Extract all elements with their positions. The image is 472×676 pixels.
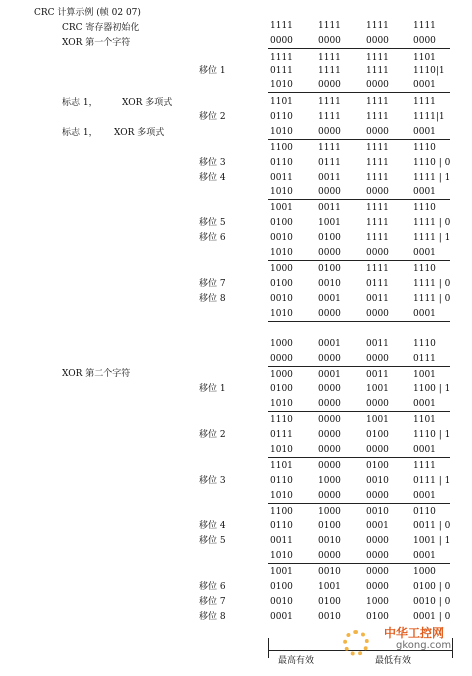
bit-cell: 0110 bbox=[270, 112, 293, 122]
bit-cell: 1111 bbox=[366, 66, 389, 76]
xor-separator-line bbox=[268, 260, 450, 261]
bit-cell: 0000 bbox=[270, 36, 293, 46]
shift-label: 移位 7 bbox=[199, 279, 226, 289]
bit-cell: 1111 bbox=[366, 158, 389, 168]
bit-cell: 1111 bbox=[270, 21, 293, 31]
bit-cell: 0010 bbox=[366, 476, 389, 486]
bit-cell: 0100 bbox=[318, 597, 341, 607]
bit-cell: 0011 bbox=[366, 339, 389, 349]
bit-cell: 0000 bbox=[318, 354, 341, 364]
bit-cell: 1111 bbox=[413, 21, 436, 31]
table-row bbox=[0, 309, 472, 321]
shift-label: 移位 2 bbox=[199, 430, 226, 440]
bit-cell: 1001 bbox=[318, 582, 341, 592]
table-row bbox=[0, 582, 472, 594]
bit-cell: 0111 bbox=[270, 66, 293, 76]
bit-cell: 1111 bbox=[366, 264, 389, 274]
bit-cell: 0000 bbox=[318, 36, 341, 46]
bit-cell: 1110 bbox=[413, 203, 436, 213]
bit-cell: 1010 bbox=[270, 248, 293, 258]
label-xor-first: XOR 第一个字符 bbox=[62, 38, 131, 48]
bit-cell: 1111 | 0 bbox=[413, 218, 451, 228]
bit-cell: 1010 bbox=[270, 187, 293, 197]
table-row bbox=[0, 173, 472, 185]
bit-cell: 1111 bbox=[270, 53, 293, 63]
bit-cell: 1110 bbox=[413, 143, 436, 153]
bit-cell: 0100 bbox=[366, 430, 389, 440]
bit-cell: 0001 bbox=[318, 370, 341, 380]
bit-cell: 1111|1 bbox=[413, 112, 445, 122]
bit-cell: 1010 bbox=[270, 127, 293, 137]
table-row bbox=[0, 597, 472, 609]
bit-cell: 1111 bbox=[366, 143, 389, 153]
bit-cell: 0011 bbox=[318, 203, 341, 213]
bit-cell: 1000 bbox=[366, 597, 389, 607]
bit-cell: 0100 bbox=[366, 461, 389, 471]
bit-cell: 0100 bbox=[270, 279, 293, 289]
bit-cell: 0110 bbox=[413, 507, 436, 517]
bit-cell: 1000 bbox=[270, 264, 293, 274]
bit-cell: 0111 bbox=[366, 279, 389, 289]
bit-cell: 1001 bbox=[366, 415, 389, 425]
bit-cell: 1111 bbox=[366, 173, 389, 183]
bit-cell: 0001 bbox=[270, 612, 293, 622]
bit-cell: 0000 bbox=[318, 80, 341, 90]
bit-cell: 0001 bbox=[413, 80, 436, 90]
bit-cell: 0010 bbox=[318, 279, 341, 289]
bit-cell: 0001 bbox=[413, 491, 436, 501]
xor-separator-line bbox=[268, 563, 450, 564]
table-row bbox=[0, 491, 472, 503]
bit-cell: 1001 bbox=[413, 370, 436, 380]
footer-left-tick bbox=[268, 638, 269, 658]
table-row bbox=[0, 264, 472, 276]
bit-cell: 1001 bbox=[318, 218, 341, 228]
table-row bbox=[0, 521, 472, 533]
bit-cell: 1001 bbox=[270, 203, 293, 213]
shift-label: 移位 8 bbox=[199, 612, 226, 622]
bit-cell: 0000 bbox=[366, 445, 389, 455]
bit-cell: 0000 bbox=[318, 187, 341, 197]
bit-cell: 0010 bbox=[366, 507, 389, 517]
bit-cell: 1010 bbox=[270, 445, 293, 455]
bit-cell: 0000 bbox=[318, 248, 341, 258]
bit-cell: 0111 bbox=[413, 354, 436, 364]
table-row bbox=[0, 370, 472, 382]
table-row bbox=[0, 476, 472, 488]
bit-cell: 1010 bbox=[270, 80, 293, 90]
bit-cell: 0001 bbox=[366, 521, 389, 531]
shift-label: 移位 1 bbox=[199, 384, 226, 394]
xor-separator-line bbox=[268, 457, 450, 458]
bit-cell: 0000 bbox=[366, 127, 389, 137]
table-row bbox=[0, 384, 472, 396]
bit-cell: 1101 bbox=[413, 53, 436, 63]
label-flag-1a: 标志 1， bbox=[62, 98, 98, 108]
bit-cell: 0011 bbox=[270, 536, 293, 546]
table-row bbox=[0, 187, 472, 199]
shift-label: 移位 5 bbox=[199, 536, 226, 546]
bit-cell: 1111 | 1 bbox=[413, 173, 451, 183]
bit-cell: 1010 bbox=[270, 551, 293, 561]
bit-cell: 0011 bbox=[270, 173, 293, 183]
shift-label: 移位 3 bbox=[199, 158, 226, 168]
bit-cell: 0000 bbox=[318, 430, 341, 440]
table-row bbox=[0, 158, 472, 170]
bit-cell: 0001 bbox=[413, 551, 436, 561]
watermark-brand: 中华工控网 bbox=[384, 626, 445, 640]
bit-cell: 0010 bbox=[318, 536, 341, 546]
bit-cell: 1101 bbox=[270, 461, 293, 471]
bit-cell: 1010 bbox=[270, 309, 293, 319]
bit-cell: 0000 bbox=[318, 551, 341, 561]
table-row bbox=[0, 143, 472, 155]
bit-cell: 1001 bbox=[366, 384, 389, 394]
label-init: CRC 寄存器初始化 bbox=[62, 23, 140, 33]
table-row bbox=[0, 80, 472, 92]
table-row bbox=[0, 203, 472, 215]
table-row bbox=[0, 399, 472, 411]
bit-cell: 0000 bbox=[366, 536, 389, 546]
shift-label: 移位 2 bbox=[199, 112, 226, 122]
bit-cell: 0001 bbox=[413, 248, 436, 258]
bit-cell: 1111 bbox=[366, 21, 389, 31]
bit-cell: 0011 bbox=[318, 173, 341, 183]
gear-logo-icon bbox=[343, 630, 369, 656]
bit-cell: 0000 bbox=[318, 461, 341, 471]
table-row bbox=[0, 218, 472, 230]
shift-label: 移位 4 bbox=[199, 173, 226, 183]
bit-cell: 1111 bbox=[318, 66, 341, 76]
bit-cell: 1111 bbox=[366, 218, 389, 228]
xor-separator-line bbox=[268, 139, 450, 140]
shift-label: 移位 4 bbox=[199, 521, 226, 531]
label-xor-second: XOR 第二个字符 bbox=[62, 369, 131, 379]
table-row bbox=[0, 279, 472, 291]
bit-cell: 1111 | 0 bbox=[413, 294, 451, 304]
bit-cell: 0001 bbox=[413, 127, 436, 137]
bit-cell: 0010 | 0 bbox=[413, 597, 451, 607]
bit-cell: 1000 bbox=[318, 507, 341, 517]
shift-label: 移位 8 bbox=[199, 294, 226, 304]
bit-cell: 1111 bbox=[318, 21, 341, 31]
footer-lsb-label: 最低有效 bbox=[375, 656, 412, 666]
bit-cell: 0000 bbox=[366, 491, 389, 501]
bit-cell: 1110 | 0 bbox=[413, 158, 451, 168]
bit-cell: 0100 bbox=[270, 384, 293, 394]
shift-label: 移位 6 bbox=[199, 233, 226, 243]
table-row bbox=[0, 339, 472, 351]
bit-cell: 1110 bbox=[270, 415, 293, 425]
bit-cell: 1000 bbox=[270, 370, 293, 380]
xor-separator-line bbox=[268, 48, 450, 49]
bit-cell: 0001 bbox=[413, 187, 436, 197]
bit-cell: 0001 bbox=[413, 445, 436, 455]
bit-cell: 0100 bbox=[318, 264, 341, 274]
bit-cell: 0010 bbox=[318, 567, 341, 577]
bit-cell: 0000 bbox=[318, 309, 341, 319]
bit-cell: 1000 bbox=[318, 476, 341, 486]
xor-separator-line bbox=[268, 92, 450, 93]
bit-cell: 1110 bbox=[413, 264, 436, 274]
bit-cell: 0100 bbox=[270, 218, 293, 228]
bit-cell: 1111 bbox=[366, 53, 389, 63]
footer-msb-label: 最高有效 bbox=[278, 656, 315, 666]
table-row bbox=[0, 536, 472, 548]
label-xor-poly-a: XOR 多项式 bbox=[122, 98, 173, 108]
bit-cell: 0000 bbox=[318, 445, 341, 455]
table-row bbox=[0, 66, 472, 78]
bit-cell: 0110 bbox=[270, 521, 293, 531]
bit-cell: 1111 bbox=[413, 97, 436, 107]
bit-cell: 1111 bbox=[413, 461, 436, 471]
bit-cell: 0100 | 0 bbox=[413, 582, 451, 592]
table-row bbox=[0, 354, 472, 366]
bit-cell: 1111 bbox=[318, 143, 341, 153]
bit-cell: 0000 bbox=[366, 399, 389, 409]
xor-separator-line bbox=[268, 321, 450, 322]
bit-cell: 0000 bbox=[318, 491, 341, 501]
bit-cell: 0100 bbox=[270, 582, 293, 592]
table-row bbox=[0, 248, 472, 260]
footer-right-tick bbox=[452, 638, 453, 658]
bit-cell: 0000 bbox=[318, 415, 341, 425]
bit-cell: 0000 bbox=[318, 384, 341, 394]
table-row bbox=[0, 112, 472, 124]
bit-cell: 0000 bbox=[413, 36, 436, 46]
bit-cell: 0100 bbox=[318, 233, 341, 243]
table-row bbox=[0, 97, 472, 109]
bit-cell: 1100 | 1 bbox=[413, 384, 451, 394]
bit-cell: 0011 bbox=[366, 294, 389, 304]
table-row bbox=[0, 445, 472, 457]
bit-cell: 0000 bbox=[366, 187, 389, 197]
bit-cell: 0001 bbox=[318, 339, 341, 349]
bit-cell: 0111 | 1 bbox=[413, 476, 451, 486]
bit-cell: 1111 | 1 bbox=[413, 233, 451, 243]
bit-cell: 0000 bbox=[366, 36, 389, 46]
bit-cell: 0110 bbox=[270, 476, 293, 486]
label-flag-1b: 标志 1， bbox=[62, 128, 98, 138]
bit-cell: 0010 bbox=[270, 233, 293, 243]
bit-cell: 0010 bbox=[318, 612, 341, 622]
bit-cell: 0000 bbox=[366, 309, 389, 319]
bit-cell: 1100 bbox=[270, 143, 293, 153]
table-row bbox=[0, 127, 472, 139]
bit-cell: 0111 bbox=[270, 430, 293, 440]
table-row bbox=[0, 53, 472, 65]
bit-cell: 0011 bbox=[366, 370, 389, 380]
bit-cell: 0000 bbox=[366, 567, 389, 577]
bit-cell: 1111 bbox=[366, 233, 389, 243]
bit-cell: 0000 bbox=[366, 582, 389, 592]
bit-cell: 0001 bbox=[413, 309, 436, 319]
bit-cell: 0000 bbox=[366, 248, 389, 258]
table-row bbox=[0, 612, 472, 624]
bit-cell: 1001 | 1 bbox=[413, 536, 451, 546]
bit-cell: 1110 bbox=[413, 339, 436, 349]
bit-cell: 0001 bbox=[413, 399, 436, 409]
bit-cell: 1000 bbox=[270, 339, 293, 349]
bit-cell: 0000 bbox=[366, 354, 389, 364]
bit-cell: 0000 bbox=[366, 80, 389, 90]
bit-cell: 1101 bbox=[270, 97, 293, 107]
page-title: CRC 计算示例 (帧 02 07) bbox=[34, 8, 141, 18]
bit-cell: 1111 bbox=[318, 112, 341, 122]
table-row bbox=[0, 21, 472, 33]
bit-cell: 0100 bbox=[366, 612, 389, 622]
bit-cell: 1110|1 bbox=[413, 66, 445, 76]
table-row bbox=[0, 551, 472, 563]
table-row bbox=[0, 415, 472, 427]
bit-cell: 1010 bbox=[270, 399, 293, 409]
bit-cell: 1001 bbox=[270, 567, 293, 577]
bit-cell: 0011 | 0 bbox=[413, 521, 451, 531]
bit-cell: 1111 bbox=[318, 97, 341, 107]
label-xor-poly-b: XOR 多项式 bbox=[114, 128, 165, 138]
bit-cell: 0111 bbox=[318, 158, 341, 168]
shift-label: 移位 3 bbox=[199, 476, 226, 486]
bit-cell: 0000 bbox=[366, 551, 389, 561]
bit-cell: 1101 bbox=[413, 415, 436, 425]
table-row bbox=[0, 233, 472, 245]
bit-cell: 1110 | 1 bbox=[413, 430, 451, 440]
bit-cell: 0001 bbox=[318, 294, 341, 304]
bit-cell: 0001 | 0 bbox=[413, 612, 451, 622]
table-row bbox=[0, 507, 472, 519]
bit-cell: 1000 bbox=[413, 567, 436, 577]
bit-cell: 0010 bbox=[270, 294, 293, 304]
xor-separator-line bbox=[268, 199, 450, 200]
watermark-site: gkong.com bbox=[396, 640, 452, 651]
bit-cell: 0000 bbox=[318, 399, 341, 409]
xor-separator-line bbox=[268, 366, 450, 367]
shift-label: 移位 5 bbox=[199, 218, 226, 228]
bit-cell: 0110 bbox=[270, 158, 293, 168]
bit-cell: 1111 bbox=[318, 53, 341, 63]
shift-label: 移位 1 bbox=[199, 66, 226, 76]
shift-label: 移位 6 bbox=[199, 582, 226, 592]
xor-separator-line bbox=[268, 411, 450, 412]
bit-cell: 1111 bbox=[366, 203, 389, 213]
table-row bbox=[0, 461, 472, 473]
table-row bbox=[0, 567, 472, 579]
table-row bbox=[0, 430, 472, 442]
bit-cell: 1111 bbox=[366, 112, 389, 122]
bit-cell: 0100 bbox=[318, 521, 341, 531]
table-row bbox=[0, 36, 472, 48]
bit-cell: 0010 bbox=[270, 597, 293, 607]
bit-cell: 1111 bbox=[366, 97, 389, 107]
bit-cell: 0000 bbox=[270, 354, 293, 364]
bit-cell: 0000 bbox=[318, 127, 341, 137]
table-row bbox=[0, 294, 472, 306]
bit-cell: 1010 bbox=[270, 491, 293, 501]
xor-separator-line bbox=[268, 503, 450, 504]
shift-label: 移位 7 bbox=[199, 597, 226, 607]
bit-cell: 1100 bbox=[270, 507, 293, 517]
bit-cell: 1111 | 0 bbox=[413, 279, 451, 289]
